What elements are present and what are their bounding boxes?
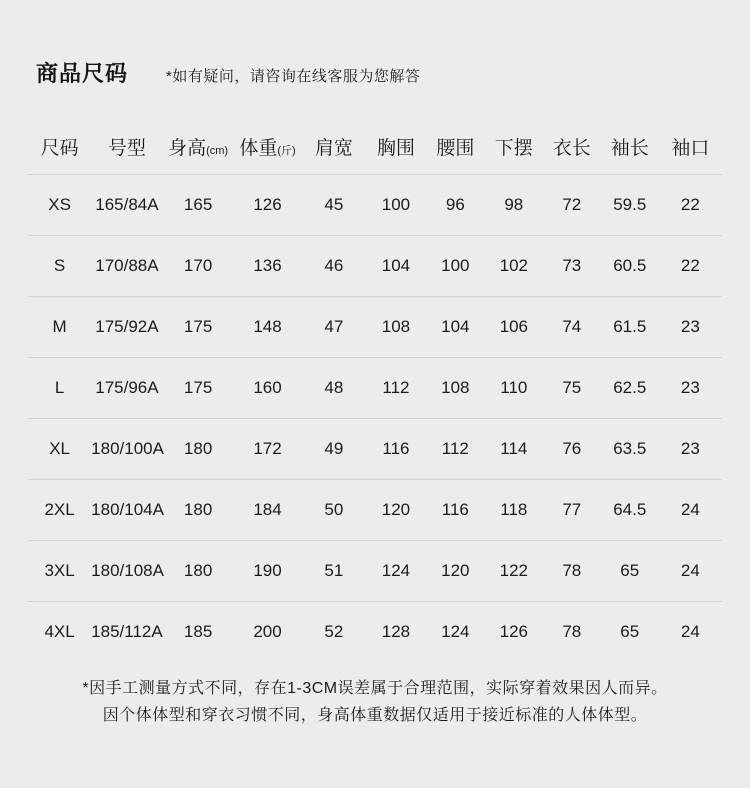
shoulder-cell: 48 — [302, 358, 367, 419]
cuff-cell: 22 — [659, 236, 722, 297]
chest-cell: 100 — [366, 175, 426, 236]
column-header-height: 身高(cm) — [163, 118, 234, 175]
chest-cell: 124 — [366, 541, 426, 602]
height-cell: 180 — [163, 419, 234, 480]
height-cell: 170 — [163, 236, 234, 297]
shoulder-cell: 47 — [302, 297, 367, 358]
size-table — [28, 118, 722, 662]
footnote-line-2: 因个体体型和穿衣习惯不同，身高体重数据仅适用于接近标准的人体体型。 — [102, 707, 648, 724]
shoulder-cell: 46 — [302, 236, 367, 297]
chest-cell: 116 — [366, 419, 426, 480]
weight-cell: 160 — [234, 358, 302, 419]
length-cell: 72 — [543, 175, 601, 236]
weight-cell: 126 — [234, 175, 302, 236]
table-row — [28, 602, 722, 663]
header-note: *如有疑问，请咨询在线客服为您解答 — [166, 68, 421, 85]
height-cell: 175 — [163, 358, 234, 419]
model-cell: 175/96A — [91, 358, 163, 419]
table-row — [28, 541, 722, 602]
chest-cell: 108 — [366, 297, 426, 358]
size-cell: S — [28, 236, 91, 297]
height-unit-label: (cm) — [206, 144, 229, 157]
weight-cell: 136 — [234, 236, 302, 297]
size-cell: XL — [28, 419, 91, 480]
shoulder-cell: 52 — [324, 622, 344, 641]
cuff-cell: 24 — [680, 622, 700, 641]
weight-unit-label: (斤) — [277, 144, 296, 157]
column-header-sleeve: 袖长 — [601, 118, 659, 175]
column-header-size: 尺码 — [28, 118, 91, 175]
waist-cell: 100 — [426, 236, 485, 297]
shoulder-cell: 45 — [302, 175, 367, 236]
hem-cell: 102 — [485, 236, 543, 297]
column-header-shoulder: 肩宽 — [302, 118, 367, 175]
size-cell: 2XL — [28, 480, 91, 541]
page-header — [36, 57, 722, 88]
sleeve-cell: 62.5 — [601, 358, 659, 419]
table-row — [28, 480, 722, 541]
weight-cell: 200 — [253, 622, 282, 641]
size-cell: XS — [28, 175, 91, 236]
length-cell: 78 — [543, 541, 601, 602]
sleeve-cell: 65 — [620, 622, 640, 641]
length-cell: 76 — [543, 419, 601, 480]
shoulder-cell: 49 — [302, 419, 367, 480]
weight-cell: 184 — [234, 480, 302, 541]
table-row — [28, 297, 722, 358]
column-header-weight: 体重(斤) — [234, 118, 302, 175]
sleeve-cell: 59.5 — [601, 175, 659, 236]
page-title: 商品尺码 — [36, 61, 129, 86]
waist-cell: 120 — [426, 541, 485, 602]
waist-cell: 112 — [426, 419, 485, 480]
height-cell: 180 — [163, 541, 234, 602]
length-cell: 73 — [543, 236, 601, 297]
cuff-cell: 23 — [659, 358, 722, 419]
hem-cell: 126 — [499, 622, 528, 641]
column-header-length: 衣长 — [543, 118, 601, 175]
waist-cell: 104 — [426, 297, 485, 358]
height-cell: 175 — [163, 297, 234, 358]
waist-cell: 108 — [426, 358, 485, 419]
column-header-model: 号型 — [91, 118, 163, 175]
cuff-cell: 23 — [659, 419, 722, 480]
column-header-hem: 下摆 — [485, 118, 543, 175]
chest-cell: 120 — [366, 480, 426, 541]
waist-cell: 124 — [441, 622, 470, 641]
hem-cell: 114 — [485, 419, 543, 480]
weight-cell: 190 — [234, 541, 302, 602]
height-cell: 185 — [183, 622, 213, 641]
chest-cell: 128 — [381, 622, 411, 641]
weight-cell: 148 — [234, 297, 302, 358]
size-cell: L — [28, 358, 91, 419]
shoulder-cell: 51 — [302, 541, 367, 602]
waist-cell: 116 — [426, 480, 485, 541]
cuff-cell: 22 — [659, 175, 722, 236]
size-cell: 3XL — [28, 541, 91, 602]
size-table-header-row — [28, 118, 722, 175]
waist-cell: 96 — [426, 175, 485, 236]
sleeve-cell: 61.5 — [601, 297, 659, 358]
column-header-waist: 腰围 — [426, 118, 485, 175]
length-cell: 77 — [543, 480, 601, 541]
table-row — [28, 419, 722, 480]
column-header-cuff: 袖口 — [659, 118, 722, 175]
cuff-cell: 24 — [659, 541, 722, 602]
table-row — [28, 236, 722, 297]
cuff-cell: 24 — [659, 480, 722, 541]
model-cell: 170/88A — [91, 236, 163, 297]
cuff-cell: 23 — [659, 297, 722, 358]
sleeve-cell: 65 — [601, 541, 659, 602]
hem-cell: 122 — [485, 541, 543, 602]
model-cell: 165/84A — [91, 175, 163, 236]
hem-cell: 98 — [485, 175, 543, 236]
hem-cell: 106 — [485, 297, 543, 358]
sleeve-cell: 60.5 — [601, 236, 659, 297]
size-cell: 4XL — [44, 622, 75, 641]
column-header-chest: 胸围 — [366, 118, 426, 175]
size-cell: M — [28, 297, 91, 358]
length-cell: 75 — [543, 358, 601, 419]
footnote-line-1: *因手工测量方式不同，存在1-3CM误差属于合理范围，实际穿着效果因人而异。 — [82, 680, 668, 697]
table-row — [28, 175, 722, 236]
model-cell: 180/100A — [91, 419, 163, 480]
chest-cell: 104 — [366, 236, 426, 297]
chest-cell: 112 — [366, 358, 426, 419]
table-row — [28, 358, 722, 419]
model-cell: 180/108A — [91, 541, 163, 602]
model-cell: 175/92A — [91, 297, 163, 358]
model-cell: 180/104A — [91, 480, 163, 541]
hem-cell: 118 — [485, 480, 543, 541]
sleeve-cell: 63.5 — [601, 419, 659, 480]
page-footer — [0, 675, 750, 729]
weight-cell: 172 — [234, 419, 302, 480]
height-cell: 180 — [163, 480, 234, 541]
hem-cell: 110 — [485, 358, 543, 419]
model-cell: 185/112A — [91, 622, 163, 641]
size-table-body — [28, 175, 722, 663]
length-cell: 74 — [543, 297, 601, 358]
height-cell: 165 — [163, 175, 234, 236]
sleeve-cell: 64.5 — [601, 480, 659, 541]
length-cell: 78 — [562, 622, 582, 641]
shoulder-cell: 50 — [302, 480, 367, 541]
